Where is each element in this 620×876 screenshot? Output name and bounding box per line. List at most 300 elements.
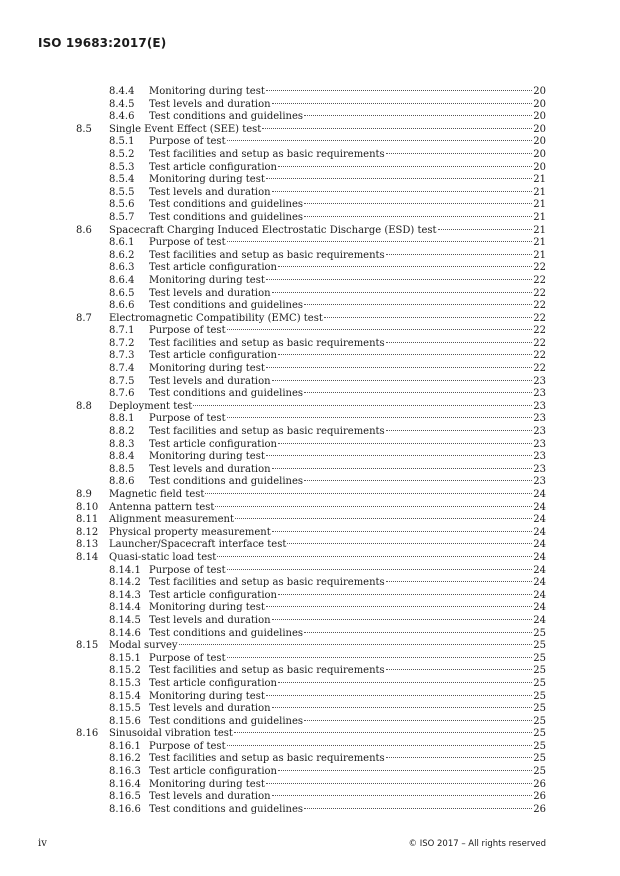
toc-entry-title: Test article configuration	[149, 262, 277, 274]
toc-entry-number: 8.16.5	[109, 791, 141, 803]
toc-entry-title: Test levels and duration	[149, 614, 271, 626]
toc-leader-dots	[272, 707, 533, 708]
toc-leader-dots	[272, 795, 533, 796]
toc-entry-page: 24	[533, 514, 546, 526]
toc-leader-dots	[304, 115, 532, 116]
toc-entry[interactable]	[0, 136, 620, 149]
toc-entry-page: 23	[533, 426, 546, 438]
toc-entry[interactable]	[0, 338, 620, 351]
toc-entry-title: Test levels and duration	[149, 703, 271, 715]
toc-entry-page: 22	[533, 363, 546, 375]
toc-leader-dots	[278, 682, 532, 683]
toc-entry-title: Sinusoidal vibration test	[109, 728, 233, 740]
toc-entry-page: 23	[533, 476, 546, 488]
toc-entry-title: Purpose of test	[149, 325, 226, 337]
toc-leader-dots	[278, 443, 532, 444]
toc-entry-title: Test conditions and guidelines	[149, 300, 304, 312]
toc-entry[interactable]	[0, 665, 620, 678]
toc-entry-title: Test article configuration	[149, 161, 277, 173]
toc-entry[interactable]	[0, 99, 620, 112]
toc-entry-number: 8.13	[76, 539, 99, 551]
toc-leader-dots	[278, 770, 532, 771]
toc-entry-line	[149, 111, 546, 124]
toc-entry-title: Purpose of test	[149, 652, 226, 664]
toc-entry[interactable]	[0, 300, 620, 313]
toc-entry-page: 25	[533, 652, 546, 664]
toc-leader-dots	[272, 468, 533, 469]
toc-entry[interactable]	[0, 376, 620, 389]
toc-entry[interactable]	[0, 602, 620, 615]
toc-entry[interactable]	[0, 728, 620, 741]
toc-leader-dots	[438, 229, 533, 230]
toc-entry-line	[109, 225, 546, 238]
toc-entry-page: 25	[533, 690, 546, 702]
toc-entry-line	[149, 426, 546, 439]
toc-entry-page: 21	[533, 211, 546, 223]
toc-leader-dots	[266, 606, 532, 607]
toc-leader-dots	[217, 556, 532, 557]
toc-entry[interactable]	[0, 753, 620, 766]
toc-leader-dots	[272, 619, 533, 620]
toc-entry-title: Deployment test	[109, 400, 193, 412]
toc-entry[interactable]	[0, 86, 620, 99]
toc-entry-line	[149, 653, 546, 666]
toc-entry-line	[149, 212, 546, 225]
toc-leader-dots	[324, 317, 532, 318]
toc-entry[interactable]	[0, 489, 620, 502]
toc-entry-title: Monitoring during test	[149, 778, 265, 790]
toc-entry-page: 25	[533, 728, 546, 740]
toc-entry-page: 24	[533, 526, 546, 538]
toc-entry-line	[149, 451, 546, 464]
toc-leader-dots	[386, 669, 533, 670]
toc-entry-page: 23	[533, 400, 546, 412]
toc-entry-line	[149, 766, 546, 779]
page-number: iv	[38, 838, 47, 849]
toc-entry-line	[109, 527, 546, 540]
toc-entry-number: 8.6	[76, 224, 92, 236]
toc-entry[interactable]	[0, 640, 620, 653]
toc-entry-number: 8.5.7	[109, 211, 135, 223]
toc-entry-title: Test conditions and guidelines	[149, 627, 304, 639]
toc-leader-dots	[304, 720, 532, 721]
toc-entry-line	[149, 779, 546, 792]
toc-entry-page: 25	[533, 753, 546, 765]
toc-entry[interactable]	[0, 502, 620, 515]
toc-entry-number: 8.15.6	[109, 715, 141, 727]
toc-entry-page: 22	[533, 274, 546, 286]
toc-entry-title: Antenna pattern test	[109, 501, 215, 513]
toc-entry-title: Monitoring during test	[149, 174, 265, 186]
toc-entry[interactable]	[0, 451, 620, 464]
toc-entry-line	[149, 338, 546, 351]
toc-leader-dots	[386, 254, 533, 255]
toc-entry-line	[149, 262, 546, 275]
toc-entry-line	[149, 136, 546, 149]
toc-entry-number: 8.5.4	[109, 174, 135, 186]
toc-entry-number: 8.8.3	[109, 438, 135, 450]
toc-entry-number: 8.6.4	[109, 274, 135, 286]
toc-entry-line	[149, 753, 546, 766]
toc-entry-page: 22	[533, 350, 546, 362]
toc-entry-title: Test facilities and setup as basic requirements	[149, 426, 385, 438]
toc-entry-page: 22	[533, 312, 546, 324]
toc-entry[interactable]	[0, 363, 620, 376]
toc-entry[interactable]	[0, 111, 620, 124]
toc-leader-dots	[272, 103, 533, 104]
toc-entry-line	[149, 628, 546, 641]
toc-entry[interactable]	[0, 514, 620, 527]
toc-leader-dots	[304, 632, 532, 633]
toc-entry-page: 23	[533, 388, 546, 400]
toc-entry-title: Launcher/Spacecraft interface test	[109, 539, 287, 551]
toc-entry-line	[149, 325, 546, 338]
toc-entry-line	[149, 577, 546, 590]
toc-entry[interactable]	[0, 212, 620, 225]
toc-entry-number: 8.14.2	[109, 577, 141, 589]
toc-entry-line	[109, 313, 546, 326]
toc-entry[interactable]	[0, 716, 620, 729]
toc-entry-number: 8.5.3	[109, 161, 135, 173]
toc-entry-title: Purpose of test	[149, 413, 226, 425]
toc-entry[interactable]	[0, 187, 620, 200]
toc-entry[interactable]	[0, 590, 620, 603]
toc-entry-page: 25	[533, 766, 546, 778]
toc-entry-page: 24	[533, 501, 546, 513]
toc-entry-line	[149, 376, 546, 389]
toc-entry-line	[149, 350, 546, 363]
toc-entry-page: 22	[533, 337, 546, 349]
toc-entry-number: 8.5.5	[109, 186, 135, 198]
toc-leader-dots	[227, 417, 533, 418]
toc-entry[interactable]	[0, 766, 620, 779]
toc-entry-number: 8.14	[76, 551, 99, 563]
toc-entry-number: 8.15.2	[109, 665, 141, 677]
toc-leader-dots	[266, 455, 532, 456]
toc-entry-title: Monitoring during test	[149, 86, 265, 97]
toc-entry-number: 8.7.3	[109, 350, 135, 362]
toc-entry-number: 8.4.4	[109, 86, 135, 97]
toc-entry[interactable]	[0, 804, 620, 817]
toc-entry-title: Test levels and duration	[149, 791, 271, 803]
toc-leader-dots	[266, 90, 532, 91]
toc-entry-number: 8.6.3	[109, 262, 135, 274]
toc-entry-page: 21	[533, 186, 546, 198]
toc-leader-dots	[266, 695, 532, 696]
toc-entry[interactable]	[0, 413, 620, 426]
toc-entry-title: Physical property measurement	[109, 526, 271, 538]
toc-entry-page: 24	[533, 614, 546, 626]
toc-entry[interactable]	[0, 350, 620, 363]
toc-entry-page: 24	[533, 589, 546, 601]
toc-entry-page: 22	[533, 262, 546, 274]
toc-entry[interactable]	[0, 225, 620, 238]
toc-leader-dots	[304, 304, 532, 305]
toc-entry-title: Test conditions and guidelines	[149, 803, 304, 815]
toc-leader-dots	[272, 380, 533, 381]
toc-entry-title: Purpose of test	[149, 740, 226, 752]
toc-entry[interactable]	[0, 250, 620, 263]
toc-entry-title: Test facilities and setup as basic requirements	[149, 665, 385, 677]
toc-entry-number: 8.16	[76, 728, 99, 740]
toc-entry-title: Single Event Effect (SEE) test	[109, 123, 262, 135]
toc-leader-dots	[304, 392, 532, 393]
toc-leader-dots	[278, 354, 532, 355]
toc-entry-number: 8.6.2	[109, 249, 135, 261]
toc-entry-number: 8.5.1	[109, 136, 135, 148]
toc-entry-number: 8.14.4	[109, 602, 141, 614]
toc-leader-dots	[386, 757, 533, 758]
toc-entry-line	[109, 514, 546, 527]
toc-entry-title: Test facilities and setup as basic requirements	[149, 249, 385, 261]
toc-entry-page: 26	[533, 791, 546, 803]
toc-entry-number: 8.16.3	[109, 766, 141, 778]
toc-entry[interactable]	[0, 741, 620, 754]
toc-entry-line	[109, 489, 546, 502]
toc-entry[interactable]	[0, 678, 620, 691]
toc-entry[interactable]	[0, 552, 620, 565]
toc-entry-number: 8.14.1	[109, 564, 141, 576]
toc-entry-line	[149, 665, 546, 678]
toc-entry[interactable]	[0, 401, 620, 414]
toc-entry-line	[109, 401, 546, 414]
toc-entry-line	[149, 615, 546, 628]
toc-entry-title: Test article configuration	[149, 350, 277, 362]
toc-entry-title: Test conditions and guidelines	[149, 211, 304, 223]
toc-entry-title: Test facilities and setup as basic requirements	[149, 753, 385, 765]
toc-entry[interactable]	[0, 149, 620, 162]
toc-entry-page: 25	[533, 640, 546, 652]
toc-entry-line	[149, 288, 546, 301]
toc-entry-title: Test levels and duration	[149, 463, 271, 475]
toc-entry-line	[149, 275, 546, 288]
toc-entry-page: 21	[533, 224, 546, 236]
toc-entry-line	[149, 149, 546, 162]
toc-entry-title: Monitoring during test	[149, 690, 265, 702]
toc-entry-page: 24	[533, 551, 546, 563]
toc-entry[interactable]	[0, 628, 620, 641]
toc-entry-number: 8.6.1	[109, 237, 135, 249]
toc-entry-page: 24	[533, 539, 546, 551]
toc-entry-line	[149, 703, 546, 716]
toc-entry-line	[149, 300, 546, 313]
toc-entry[interactable]	[0, 703, 620, 716]
toc-leader-dots	[266, 279, 532, 280]
toc-entry-number: 8.15.5	[109, 703, 141, 715]
toc-entry-page: 21	[533, 237, 546, 249]
toc-entry-number: 8.7.5	[109, 375, 135, 387]
toc-entry-line	[109, 502, 546, 515]
toc-entry-line	[149, 691, 546, 704]
toc-entry[interactable]	[0, 313, 620, 326]
toc-entry-page: 23	[533, 413, 546, 425]
toc-leader-dots	[227, 140, 533, 141]
toc-entry-title: Monitoring during test	[149, 363, 265, 375]
toc-entry-page: 25	[533, 677, 546, 689]
toc-leader-dots	[179, 644, 533, 645]
toc-entry-title: Electromagnetic Compatibility (EMC) test	[109, 312, 323, 324]
toc-leader-dots	[386, 581, 533, 582]
toc-entry[interactable]	[0, 791, 620, 804]
toc-entry-line	[109, 552, 546, 565]
toc-entry-number: 8.8.5	[109, 463, 135, 475]
toc-entry[interactable]	[0, 174, 620, 187]
toc-entry-page: 23	[533, 438, 546, 450]
toc-entry-title: Test facilities and setup as basic requirements	[149, 577, 385, 589]
toc-entry[interactable]	[0, 527, 620, 540]
toc-entry-line	[149, 237, 546, 250]
toc-entry[interactable]	[0, 388, 620, 401]
toc-entry-title: Quasi-static load test	[109, 551, 217, 563]
toc-entry-number: 8.15.1	[109, 652, 141, 664]
toc-entry[interactable]	[0, 275, 620, 288]
toc-entry[interactable]	[0, 577, 620, 590]
toc-entry-number: 8.14.6	[109, 627, 141, 639]
toc-leader-dots	[266, 783, 532, 784]
toc-entry[interactable]	[0, 476, 620, 489]
toc-entry[interactable]	[0, 779, 620, 792]
toc-entry-line	[149, 174, 546, 187]
toc-entry-line	[149, 476, 546, 489]
toc-entry-number: 8.12	[76, 526, 99, 538]
toc-entry-title: Test article configuration	[149, 766, 277, 778]
toc-leader-dots	[386, 342, 533, 343]
toc-entry-number: 8.7.4	[109, 363, 135, 375]
toc-leader-dots	[304, 203, 532, 204]
toc-entry-title: Purpose of test	[149, 564, 226, 576]
toc-entry[interactable]	[0, 288, 620, 301]
toc-entry-title: Purpose of test	[149, 136, 226, 148]
toc-entry-line	[149, 388, 546, 401]
toc-entry-page: 20	[533, 86, 546, 97]
toc-entry-line	[109, 728, 546, 741]
toc-entry-line	[149, 716, 546, 729]
toc-entry-number: 8.4.5	[109, 98, 135, 110]
toc-leader-dots	[215, 506, 532, 507]
toc-entry[interactable]	[0, 426, 620, 439]
toc-entry-number: 8.16.6	[109, 803, 141, 815]
toc-entry[interactable]	[0, 691, 620, 704]
toc-entry-title: Test levels and duration	[149, 287, 271, 299]
toc-entry-page: 23	[533, 463, 546, 475]
toc-entry-number: 8.15	[76, 640, 99, 652]
toc-entry[interactable]	[0, 237, 620, 250]
toc-entry-number: 8.5.6	[109, 199, 135, 211]
toc-entry-page: 20	[533, 136, 546, 148]
toc-entry-number: 8.4.6	[109, 111, 135, 123]
toc-entry-page: 24	[533, 577, 546, 589]
toc-entry[interactable]	[0, 653, 620, 666]
toc-entry-page: 25	[533, 703, 546, 715]
toc-entry[interactable]	[0, 162, 620, 175]
toc-entry-title: Test levels and duration	[149, 98, 271, 110]
toc-entry-title: Test conditions and guidelines	[149, 199, 304, 211]
toc-entry-number: 8.11	[76, 514, 99, 526]
toc-entry-number: 8.16.4	[109, 778, 141, 790]
toc-entry-title: Test facilities and setup as basic requirements	[149, 337, 385, 349]
toc-entry-title: Modal survey	[109, 640, 178, 652]
toc-entry-line	[149, 250, 546, 263]
toc-entry[interactable]	[0, 565, 620, 578]
toc-entry-number: 8.7.6	[109, 388, 135, 400]
toc-entry[interactable]	[0, 615, 620, 628]
toc-entry[interactable]	[0, 439, 620, 452]
toc-entry-title: Test conditions and guidelines	[149, 715, 304, 727]
toc-leader-dots	[304, 808, 532, 809]
toc-leader-dots	[386, 430, 533, 431]
toc-entry-line	[109, 124, 546, 137]
toc-entry-number: 8.16.2	[109, 753, 141, 765]
toc-entry-line	[109, 640, 546, 653]
toc-leader-dots	[227, 745, 533, 746]
table-of-contents	[0, 86, 620, 816]
toc-entry-page: 23	[533, 375, 546, 387]
toc-leader-dots	[262, 128, 532, 129]
toc-entry-line	[149, 678, 546, 691]
toc-entry[interactable]	[0, 262, 620, 275]
toc-entry-title: Test conditions and guidelines	[149, 111, 304, 123]
toc-entry-number: 8.8.1	[109, 413, 135, 425]
toc-leader-dots	[272, 292, 533, 293]
toc-entry-title: Test article configuration	[149, 438, 277, 450]
toc-entry-line	[149, 99, 546, 112]
toc-entry-page: 25	[533, 715, 546, 727]
toc-leader-dots	[278, 594, 532, 595]
toc-entry-title: Magnetic field test	[109, 489, 205, 500]
toc-entry-page: 21	[533, 174, 546, 186]
toc-entry-title: Test levels and duration	[149, 375, 271, 387]
toc-entry-line	[149, 804, 546, 817]
toc-entry-title: Purpose of test	[149, 237, 226, 249]
toc-entry-number: 8.8.4	[109, 451, 135, 463]
toc-entry-line	[149, 565, 546, 578]
toc-entry-page: 20	[533, 148, 546, 160]
toc-entry-line	[149, 590, 546, 603]
toc-leader-dots	[272, 191, 533, 192]
toc-entry-line	[149, 741, 546, 754]
toc-entry[interactable]	[0, 325, 620, 338]
toc-leader-dots	[304, 216, 532, 217]
toc-leader-dots	[278, 166, 532, 167]
toc-entry-number: 8.9	[76, 489, 92, 500]
toc-entry-number: 8.8	[76, 400, 92, 412]
toc-leader-dots	[386, 153, 533, 154]
toc-leader-dots	[304, 480, 532, 481]
toc-entry-page: 26	[533, 778, 546, 790]
toc-entry-page: 21	[533, 199, 546, 211]
toc-entry-title: Test conditions and guidelines	[149, 476, 304, 488]
toc-entry[interactable]	[0, 199, 620, 212]
toc-leader-dots	[266, 367, 532, 368]
toc-entry-number: 8.8.2	[109, 426, 135, 438]
toc-leader-dots	[227, 657, 533, 658]
toc-entry-page: 24	[533, 602, 546, 614]
toc-entry-number: 8.6.5	[109, 287, 135, 299]
toc-entry-line	[149, 363, 546, 376]
toc-entry-number: 8.15.4	[109, 690, 141, 702]
toc-entry-title: Monitoring during test	[149, 451, 265, 463]
toc-entry-number: 8.10	[76, 501, 99, 513]
toc-entry[interactable]	[0, 539, 620, 552]
toc-leader-dots	[266, 178, 532, 179]
toc-entry[interactable]	[0, 124, 620, 137]
toc-entry-line	[149, 602, 546, 615]
toc-entry-title: Test conditions and guidelines	[149, 388, 304, 400]
toc-leader-dots	[193, 405, 532, 406]
toc-entry-line	[149, 162, 546, 175]
toc-leader-dots	[205, 493, 532, 494]
toc-entry[interactable]	[0, 464, 620, 477]
